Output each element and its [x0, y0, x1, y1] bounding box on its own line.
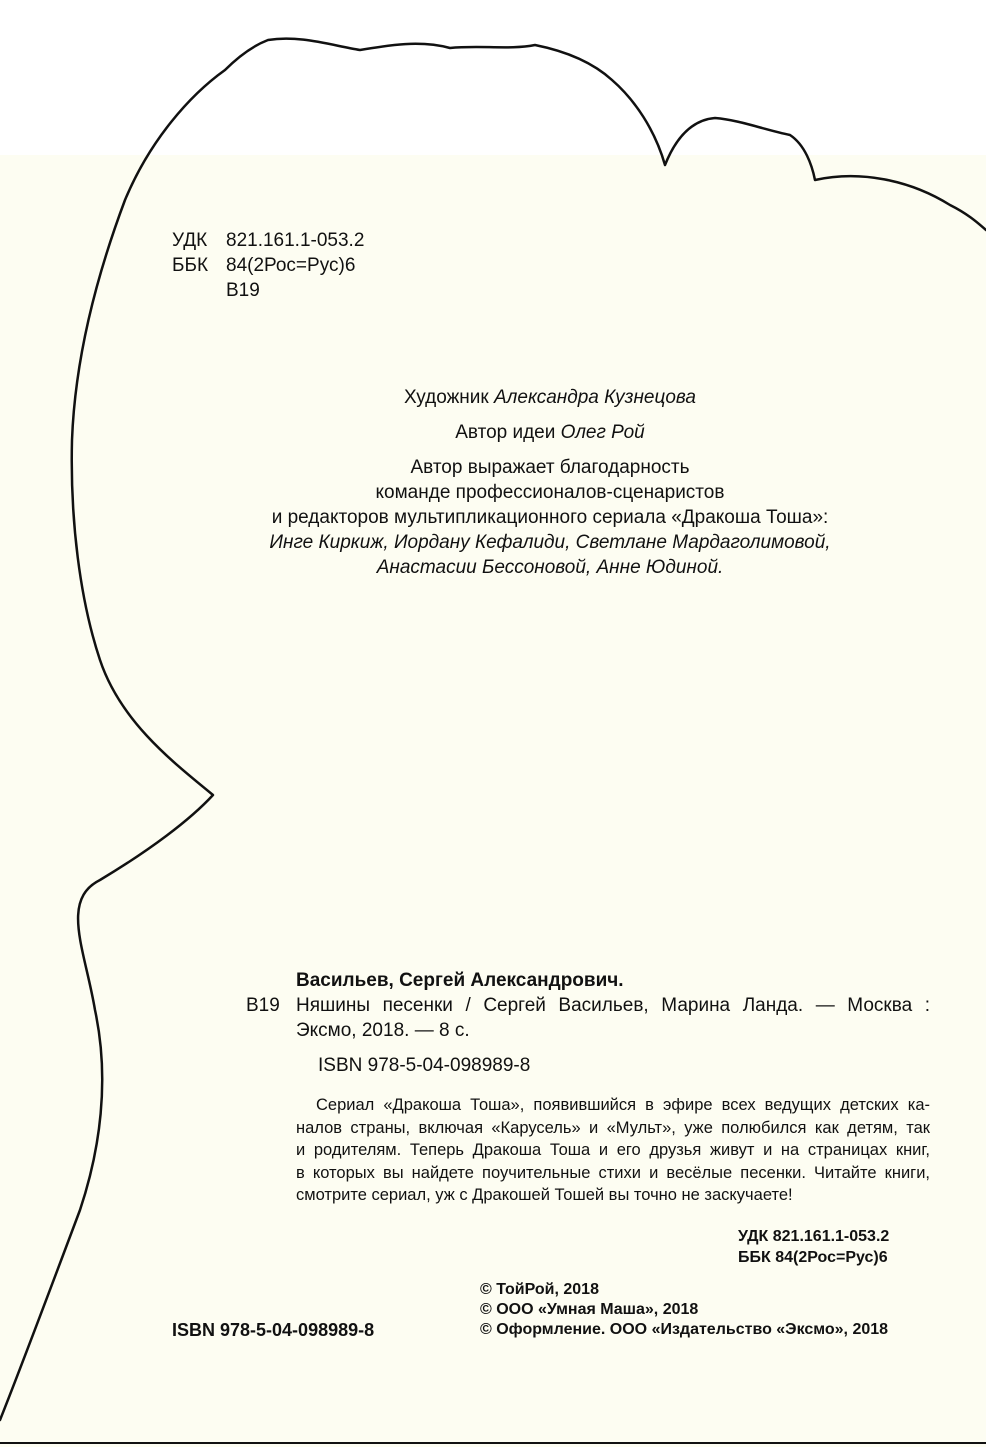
udk-label: УДК	[172, 230, 208, 251]
card-title-line: Няшины песенки / Сергей Васильев, Марина Ланда. — Москва :	[296, 995, 930, 1016]
bottom-rule	[0, 1442, 986, 1444]
card-udk: УДК 821.161.1-053.2	[738, 1228, 890, 1245]
card-bbk: ББК 84(2Рос=Рус)6	[738, 1249, 888, 1266]
thanks-block: Автор выражает благодарность команде профессионалов-сценаристов и редакторов мультипликационного сериала «Дракоша Тоша»: Инге Киркиж, Иордану Кефалиди, Светлане Мардаголимовой, Анастасии Бессоновой, Анне Юдиной.	[269, 457, 831, 578]
bbk-label: ББК	[172, 255, 209, 276]
udk-value: 821.161.1-053.2	[226, 230, 365, 251]
artist-name: Александра Кузнецова	[493, 387, 696, 408]
copyright-line: © ТойРой, 2018	[480, 1281, 599, 1298]
bbk-value: 84(2Рос=Рус)6	[226, 255, 356, 276]
copyright-line: © Оформление. ООО «Издательство «Эксмо», 2018	[480, 1321, 889, 1338]
idea-author-name: Олег Рой	[560, 422, 645, 443]
artist-credit: Художник Александра Кузнецова	[404, 387, 696, 408]
annotation: Сериал «Дракоша Тоша», появившийся в эфире всех ведущих детских ка- налов страны, включая «Карусель» и «Мульт», уже полюбился как детям, так и родителям. Теперь Дракоша Тоша и его друзья живут и на страницах книг, в которых вы найдете поучительные стихи и весёлые песенки. Читайте книги, смотрите сериал, уж с Дракошей Тошей вы точно не заскучаете!	[296, 1096, 930, 1204]
author-mark: В19	[226, 280, 260, 301]
card-index: В19	[246, 995, 280, 1016]
copyright-line: © ООО «Умная Маша», 2018	[480, 1301, 699, 1318]
isbn-bottom: ISBN 978-5-04-098989-8	[172, 1320, 375, 1340]
card-isbn: ISBN 978-5-04-098989-8	[318, 1055, 531, 1076]
card-publisher-line: Эксмо, 2018. — 8 с.	[296, 1020, 470, 1041]
copyright-block	[480, 1280, 888, 1340]
card-author: Васильев, Сергей Александрович.	[296, 970, 624, 991]
classification-codes	[172, 228, 364, 303]
catalog-card	[246, 968, 930, 1078]
idea-credit: Автор идеи Олег Рой	[455, 422, 645, 443]
credits-block	[150, 385, 950, 580]
card-classification-codes	[738, 1226, 889, 1268]
